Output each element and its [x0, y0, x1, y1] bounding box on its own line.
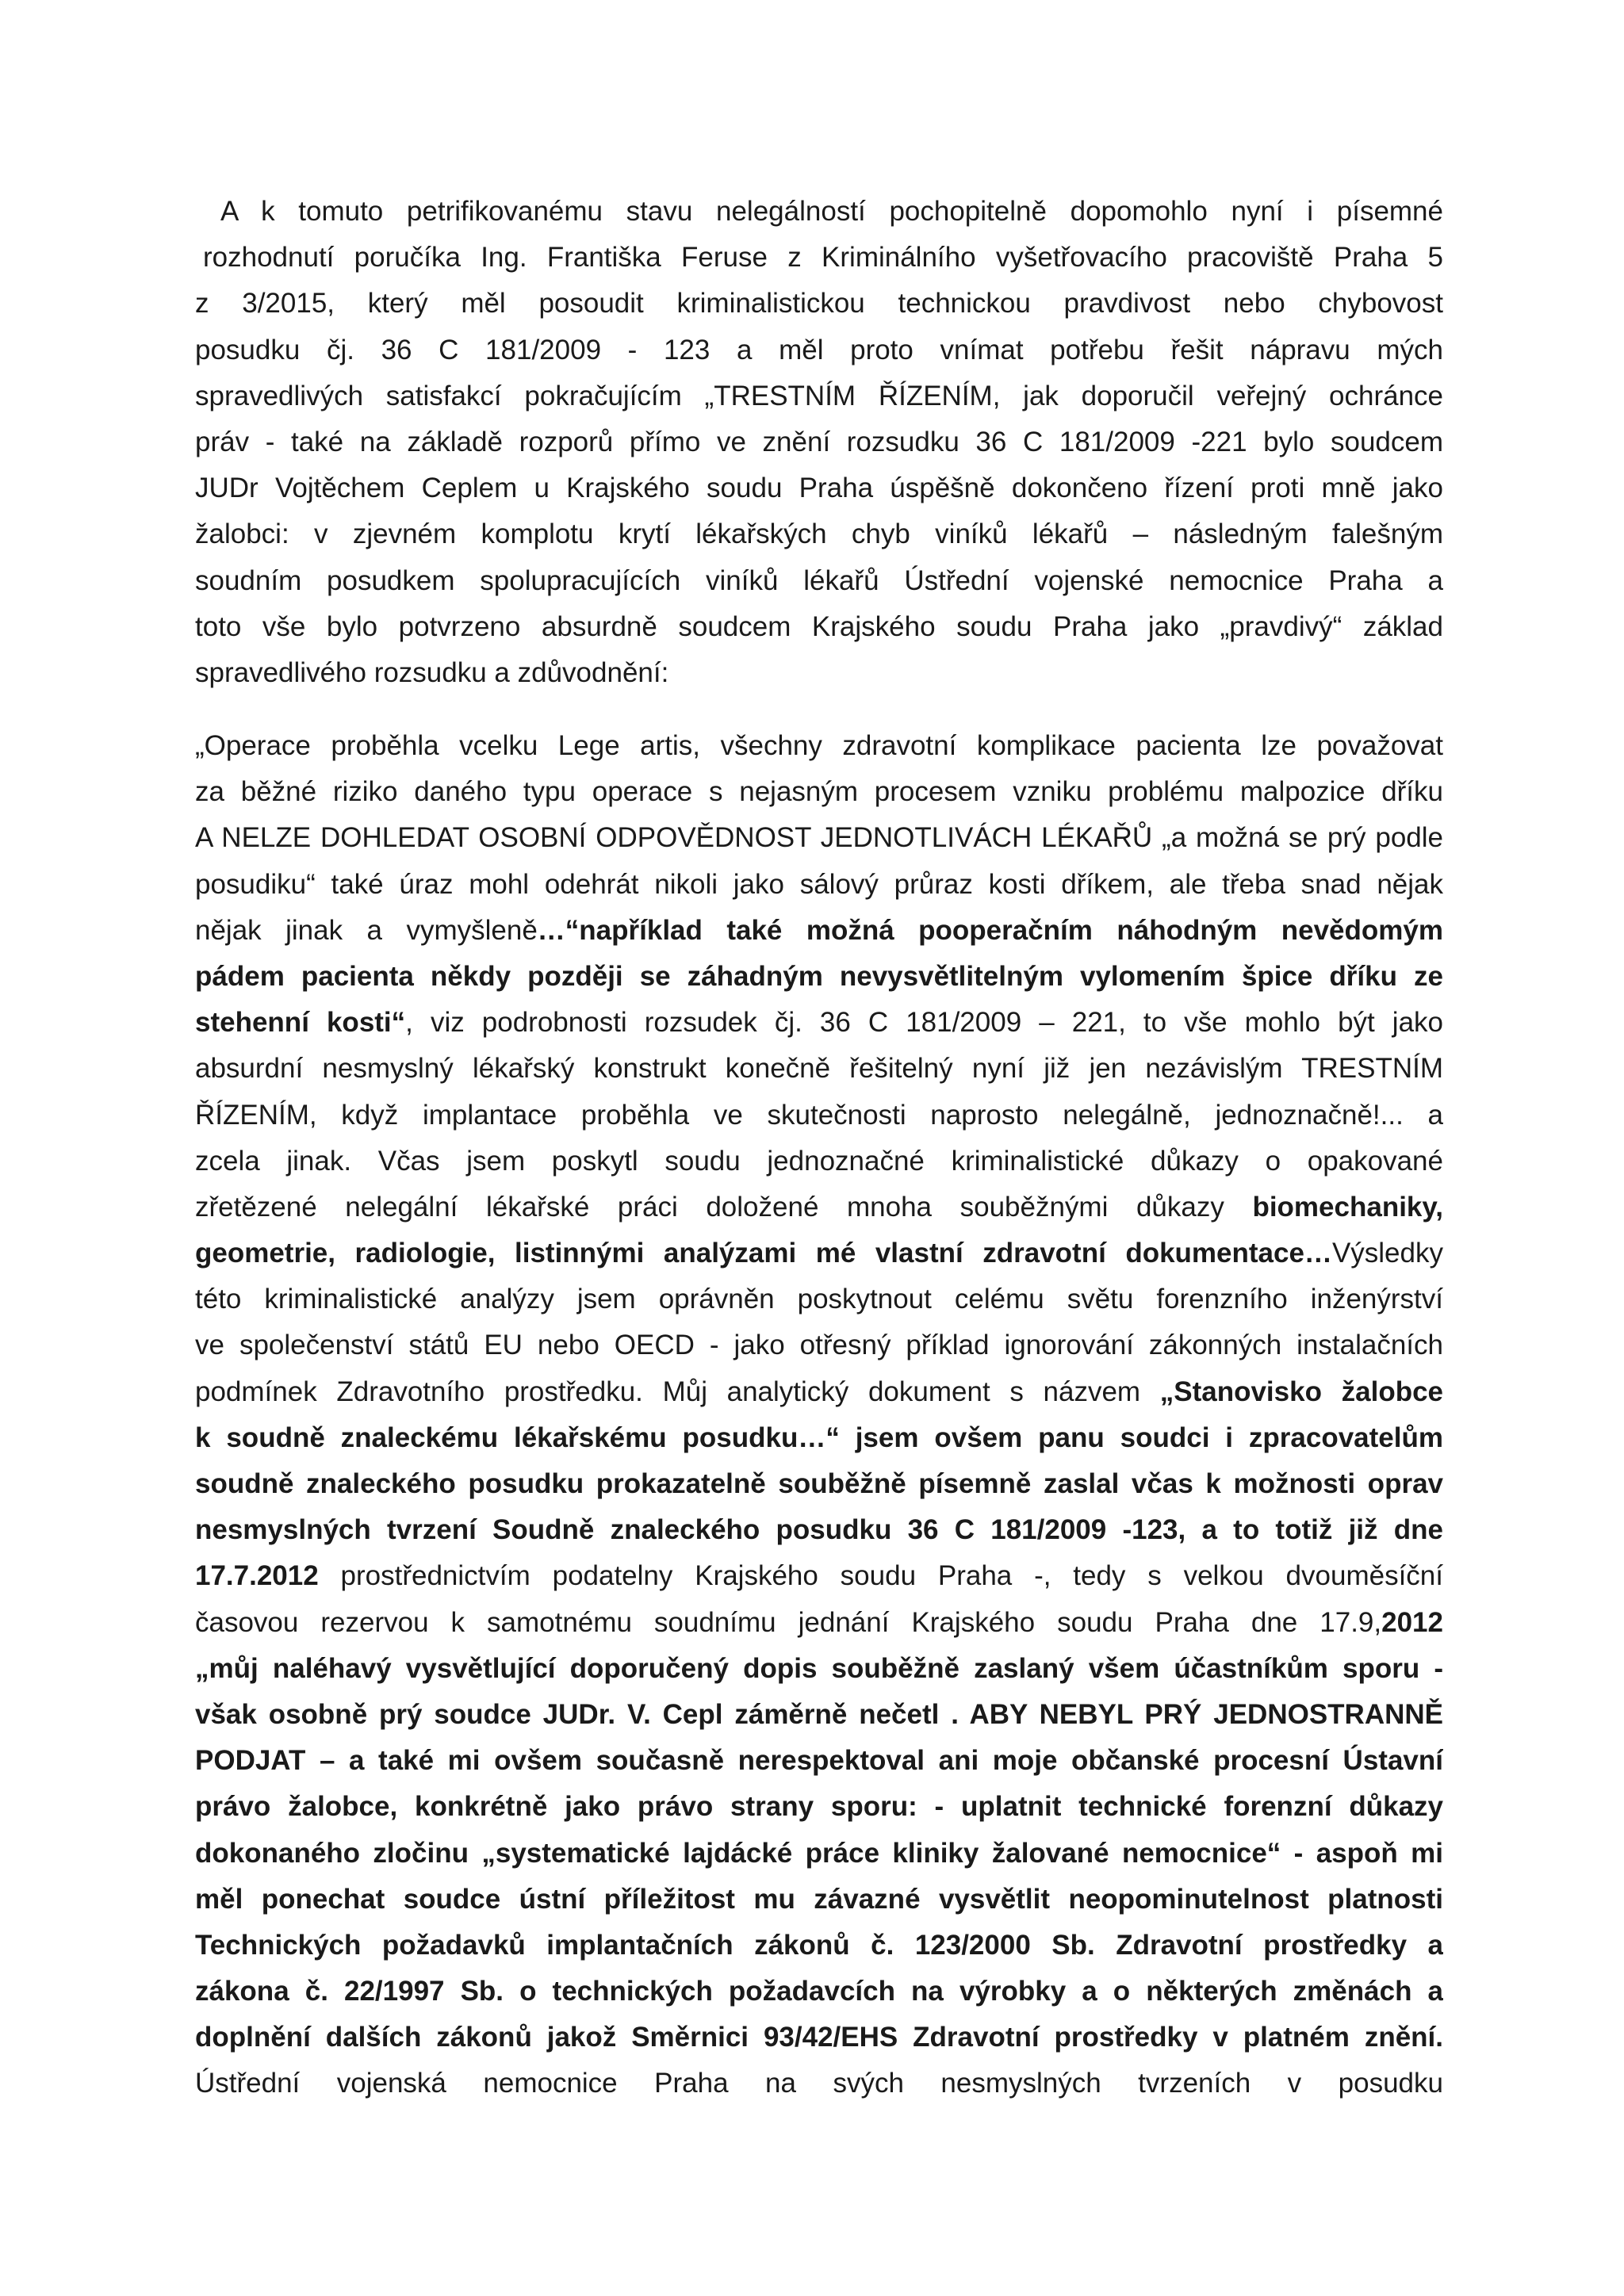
text-line: [195, 1831, 1443, 1877]
bold-text-run: právo žalobce, konkrétně jako právo strany sporu: - uplatnit technické forenzní důkazy: [195, 1791, 1443, 1823]
bold-text-run: zákona č. 22/1997 Sb. o technických požadavcích na výrobky a o některých změnách a: [195, 1976, 1443, 2007]
text-run: podmínek Zdravotního prostředku. Můj analytický dokument s názvem: [195, 1376, 1160, 1407]
bold-text-run: 2012: [1381, 1606, 1443, 1638]
text-line: „Operace proběhla vcelku Lege artis, všechny zdravotní komplikace pacienta lze považovat: [195, 730, 1443, 761]
text-line: absurdní nesmyslný lékařský konstrukt konečně řešitelný nyní již jen nezávislým TRESTNÍM: [195, 1053, 1443, 1085]
paragraph-2: [195, 723, 1443, 2107]
bold-text-run: stehenní kosti“: [195, 1007, 406, 1039]
text-line: A NELZE DOHLEDAT OSOBNÍ ODPOVĚDNOST JEDNOTLIVÁCH LÉKAŘŮ „a možná se prý podle: [195, 822, 1443, 854]
text-line: spravedlivého rozsudku a zdůvodnění:: [195, 656, 669, 688]
bold-text-run: dokonaného zločinu „systematické lajdácké práce kliniky žalované nemocnice“ - aspoň mi: [195, 1837, 1443, 1869]
text-line: [195, 954, 1443, 1000]
text-line: [195, 1969, 1443, 2015]
text-line: [195, 1600, 1443, 1646]
paragraph-1: [195, 189, 1443, 696]
text-line: [195, 1738, 1443, 1784]
text-line: JUDr Vojtěchem Ceplem u Krajského soudu Praha úspěšně dokončeno řízení proti mně jako: [195, 473, 1443, 504]
text-line: [195, 1784, 1443, 1830]
bold-text-run: soudně znaleckého posudku prokazatelně souběžně písemně zaslal včas k možnosti oprav: [195, 1468, 1443, 1499]
text-line: žalobci: v zjevném komplotu krytí lékařských chyb viníků lékařů – následným falešným: [195, 519, 1443, 550]
text-run: prostřednictvím podatelny Krajského soudu Praha -, tedy s velkou dvouměsíční: [318, 1560, 1443, 1592]
text-run: , viz podrobnosti rozsudek čj. 36 C 181/2009 – 221, to vše mohlo být jako: [405, 1007, 1443, 1039]
bold-text-run: měl ponechat soudce ústní příležitost mu závazné vysvětlit neopominutelnost platnosti: [195, 1883, 1443, 1915]
bold-text-run: geometrie, radiologie, listinnými analýzami mé vlastní zdravotní dokumentace…: [195, 1238, 1332, 1269]
text-run: zřetězené nelegální lékařské práci doložené mnoha souběžnými důkazy: [195, 1191, 1253, 1223]
text-line: [195, 2015, 1443, 2061]
text-line: této kriminalistické analýzy jsem oprávněn poskytnout celému světu forenzního inženýrství: [195, 1284, 1443, 1315]
text-line: Ústřední vojenská nemocnice Praha na svých nesmyslných tvrzeních v posudku: [195, 2068, 1443, 2099]
text-line: [195, 1923, 1443, 1969]
text-line: toto vše bylo potvrzeno absurdně soudcem Krajského soudu Praha jako „pravdivý“ základ: [195, 610, 1443, 642]
bold-text-run: biomechaniky,: [1252, 1191, 1443, 1223]
text-run: Výsledky: [1331, 1238, 1443, 1269]
text-line: zcela jinak. Včas jsem poskytl soudu jednoznačné kriminalistické důkazy o opakované: [195, 1145, 1443, 1177]
bold-text-run: 17.7.2012: [195, 1560, 319, 1592]
bold-text-run: doplnění dalších zákonů jakož Směrnici 93/42/EHS Zdravotní prostředky v platném znění.: [195, 2022, 1443, 2053]
text-line: z 3/2015, který měl posoudit kriminalistickou technickou pravdivost nebo chybovost: [195, 288, 1443, 320]
text-line: [195, 1553, 1443, 1599]
bold-text-run: „Stanovisko žalobce: [1159, 1376, 1443, 1407]
bold-text-run: PODJAT – a také mi ovšem současně nerespektoval ani moje občanské procesní Ústavní: [195, 1745, 1443, 1777]
text-line: práv - také na základě rozporů přímo ve znění rozsudku 36 C 181/2009 -221 bylo soudcem: [195, 426, 1443, 457]
text-line: [195, 1000, 1443, 1046]
text-line: [195, 908, 1443, 954]
text-line: posudiku“ také úraz mohl odehrát nikoli jako sálový průraz kosti dříkem, ale třeba snad nějak: [195, 868, 1443, 900]
text-line: [195, 1415, 1443, 1461]
text-line: [195, 1230, 1443, 1276]
text-line: soudním posudkem spolupracujících viníků lékařů Ústřední vojenské nemocnice Praha a: [195, 564, 1443, 596]
bold-text-run: však osobně prý soudce JUDr. V. Cepl záměrně nečetl . ABY NEBYL PRÝ JEDNOSTRANNĚ: [195, 1698, 1443, 1730]
text-line: [195, 1692, 1443, 1738]
text-run: časovou rezervou k samotnému soudnímu jednání Krajského soudu Praha dne 17.9,: [195, 1606, 1382, 1638]
text-line: [195, 1369, 1443, 1415]
bold-text-run: pádem pacienta někdy později se záhadným nevysvětlitelným vylomením špice dříku ze: [195, 960, 1443, 992]
text-line: [195, 1461, 1443, 1507]
text-line: ve společenství států EU nebo OECD - jako otřesný příklad ignorování zákonných instalačních: [195, 1330, 1443, 1361]
text-line: [195, 1507, 1443, 1553]
text-line: [195, 1877, 1443, 1923]
text-line: posudku čj. 36 C 181/2009 - 123 a měl proto vnímat potřebu řešit nápravu mých: [195, 334, 1443, 365]
text-run: nějak jinak a vymyšleně: [195, 914, 538, 946]
text-line: spravedlivých satisfakcí pokračujícím „TRESTNÍM ŘÍZENÍM, jak doporučil veřejný ochránce: [195, 380, 1443, 411]
text-line: [195, 1646, 1443, 1692]
bold-text-run: k soudně znaleckému lékařskému posudku…“ jsem ovšem panu soudci i zpracovatelům: [195, 1422, 1443, 1453]
text-line: A k tomuto petrifikovanému stavu nelegálností pochopitelně dopomohlo nyní i písemné: [220, 196, 1443, 227]
text-line: za běžné riziko daného typu operace s nejasným procesem vzniku problému malpozice dříku: [195, 776, 1443, 808]
text-line: ŘÍZENÍM, když implantace proběhla ve skutečnosti naprosto nelegálně, jednoznačně!... a: [195, 1099, 1443, 1131]
text-line: rozhodnutí poručíka Ing. Františka Feruse z Kriminálního vyšetřovacího pracoviště Praha 5: [203, 242, 1443, 274]
bold-text-run: „můj naléhavý vysvětlující doporučený dopis souběžně zaslaný všem účastníkům sporu -: [195, 1652, 1443, 1684]
text-line: [195, 1184, 1443, 1230]
bold-text-run: …“například také možná pooperačním náhodným nevědomým: [537, 914, 1443, 946]
bold-text-run: Technických požadavků implantačních zákonů č. 123/2000 Sb. Zdravotní prostředky a: [195, 1929, 1443, 1961]
bold-text-run: nesmyslných tvrzení Soudně znaleckého posudku 36 C 181/2009 -123, a to totiž již dne: [195, 1514, 1443, 1546]
